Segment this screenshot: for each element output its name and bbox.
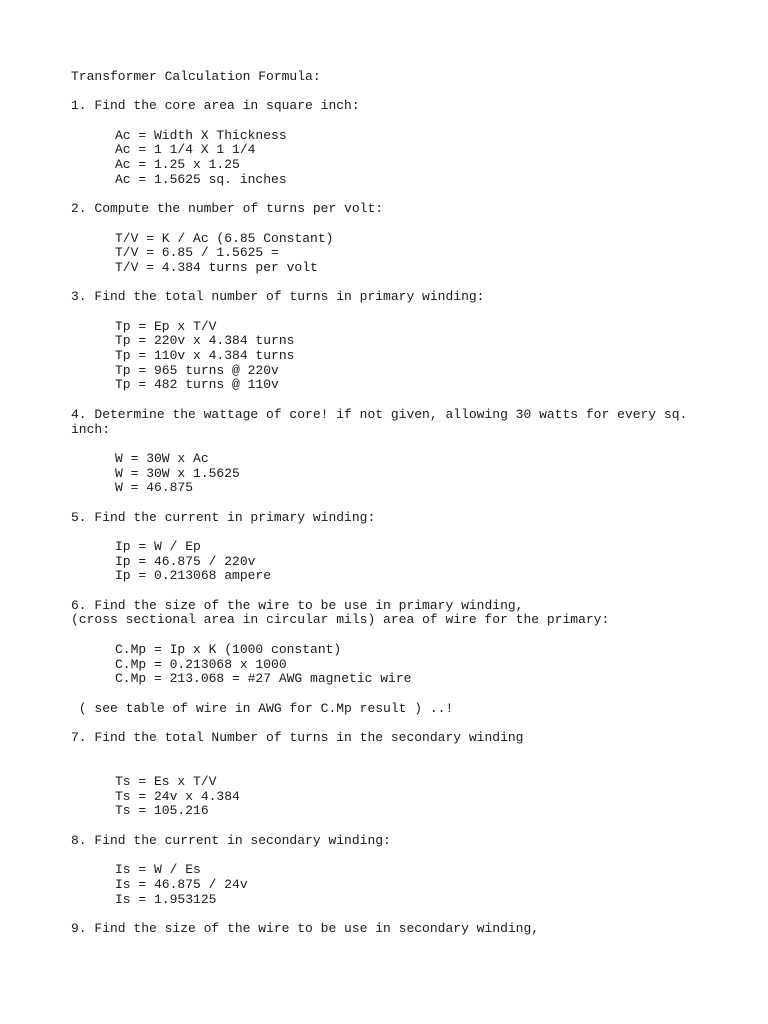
step-2-formula-line: T/V = 4.384 turns per volt — [115, 259, 318, 275]
step-4-formula-line: W = 46.875 — [115, 480, 194, 496]
step-1-heading: 1. Find the core area in square inch: — [71, 98, 360, 114]
step-8-heading: 8. Find the current in secondary winding: — [71, 832, 391, 848]
step-6-formula-line: C.Mp = 213.068 = #27 AWG magnetic wire — [115, 671, 412, 687]
step-3-formula-line: Tp = 965 turns @ 220v — [115, 362, 279, 378]
step-4-heading: 4. Determine the wattage of core! if not given, allowing 30 watts for every sq. — [71, 406, 688, 422]
step-5-heading: 5. Find the current in primary winding: — [71, 509, 376, 525]
step-7-formula-line: Ts = 24v x 4.384 — [115, 788, 240, 804]
step-6-heading-continued: (cross sectional area in circular mils) area of wire for the primary: — [71, 612, 610, 628]
step-2-formula-line: T/V = 6.85 / 1.5625 = — [115, 245, 279, 261]
step-1-formula-line: Ac = 1.5625 sq. inches — [115, 171, 287, 187]
step-6-heading: 6. Find the size of the wire to be use in primary winding, — [71, 597, 524, 613]
document-page — [71, 70, 691, 937]
step-8-formula-line: Is = W / Es — [115, 862, 201, 878]
step-2-formula-line: T/V = K / Ac (6.85 Constant) — [115, 230, 334, 246]
step-2-heading: 2. Compute the number of turns per volt: — [71, 201, 384, 217]
step-1-formula-line: Ac = 1 1/4 X 1 1/4 — [115, 142, 256, 158]
document-title: Transformer Calculation Formula: — [71, 69, 321, 84]
step-7-formula-line: Ts = Es x T/V — [115, 774, 217, 789]
step-3-formula-line: Tp = 482 turns @ 110v — [115, 377, 279, 393]
step-6-note: ( see table of wire in AWG for C.Mp result ) ..! — [71, 700, 454, 716]
step-7-formula-line: Ts = 105.216 — [115, 803, 209, 819]
step-4-formula-line: W = 30W x Ac — [115, 450, 209, 466]
step-7-heading: 7. Find the total Number of turns in the secondary winding — [71, 729, 524, 745]
step-6-formula-line: C.Mp = 0.213068 x 1000 — [115, 656, 287, 672]
step-1-formula-line: Ac = Width X Thickness — [115, 127, 287, 143]
step-5-formula-line: Ip = 46.875 / 220v — [115, 553, 256, 569]
step-5-formula-line: Ip = W / Ep — [115, 539, 201, 554]
step-4-heading-continued: inch: — [71, 421, 111, 437]
step-3-formula-line: Tp = 110v x 4.384 turns — [115, 348, 295, 364]
step-3-formula-line: Tp = Ep x T/V — [115, 318, 217, 334]
step-4-formula-line: W = 30W x 1.5625 — [115, 465, 240, 481]
step-1-formula-line: Ac = 1.25 x 1.25 — [115, 157, 240, 173]
step-8-formula-line: Is = 1.953125 — [115, 891, 217, 907]
step-3-heading: 3. Find the total number of turns in primary winding: — [71, 289, 485, 305]
step-6-formula-line: C.Mp = Ip x K (1000 constant) — [115, 641, 342, 657]
step-8-formula-line: Is = 46.875 / 24v — [115, 876, 248, 892]
step-5-formula-line: Ip = 0.213068 ampere — [115, 568, 272, 584]
step-3-formula-line: Tp = 220v x 4.384 turns — [115, 333, 295, 349]
step-9-heading: 9. Find the size of the wire to be use in secondary winding, — [71, 920, 540, 936]
